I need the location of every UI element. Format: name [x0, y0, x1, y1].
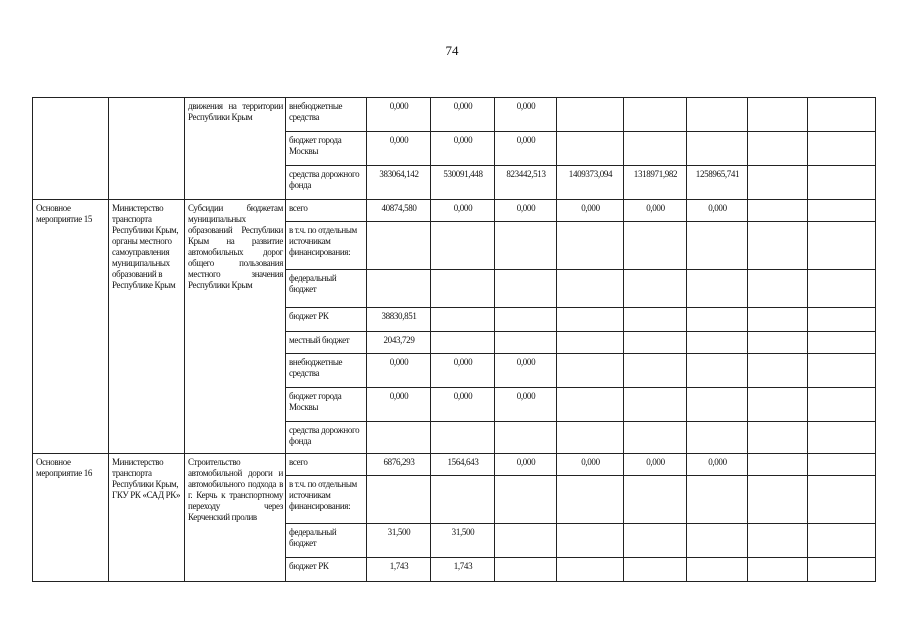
- funding-source-cell: средства дорожного фонда: [286, 422, 367, 454]
- amount-cell: 1318971,982: [624, 166, 687, 200]
- description-cell: движения на территории Республики Крым: [185, 98, 286, 200]
- amount-cell: 6876,293: [367, 454, 431, 476]
- amount-cell: [624, 476, 687, 524]
- amount-cell: [808, 354, 876, 388]
- amount-cell: [624, 388, 687, 422]
- amount-cell: [495, 270, 557, 308]
- amount-cell: [557, 332, 624, 354]
- amount-cell: 0,000: [624, 454, 687, 476]
- amount-cell: [748, 200, 808, 222]
- table-row: [33, 98, 876, 132]
- amount-cell: [687, 98, 748, 132]
- funding-source-cell: бюджет РК: [286, 308, 367, 332]
- amount-cell: 383064,142: [367, 166, 431, 200]
- amount-cell: [624, 98, 687, 132]
- amount-cell: 0,000: [367, 98, 431, 132]
- amount-cell: [748, 422, 808, 454]
- executor-cell: Министерство транспорта Республики Крым, органы местного самоуправления муниципальных образований в Республике Крым: [109, 200, 185, 454]
- amount-cell: 0,000: [495, 454, 557, 476]
- amount-cell: [687, 308, 748, 332]
- amount-cell: [748, 524, 808, 558]
- amount-cell: [808, 388, 876, 422]
- amount-cell: [808, 166, 876, 200]
- funding-source-cell: всего: [286, 454, 367, 476]
- amount-cell: [687, 558, 748, 582]
- amount-cell: [687, 476, 748, 524]
- amount-cell: [557, 222, 624, 270]
- funding-source-cell: внебюджетные средства: [286, 98, 367, 132]
- amount-cell: [431, 332, 495, 354]
- amount-cell: [624, 524, 687, 558]
- amount-cell: 0,000: [431, 354, 495, 388]
- amount-cell: [557, 98, 624, 132]
- amount-cell: [431, 476, 495, 524]
- amount-cell: [495, 332, 557, 354]
- amount-cell: 31,500: [367, 524, 431, 558]
- amount-cell: [557, 558, 624, 582]
- funding-source-cell: федеральный бюджет: [286, 524, 367, 558]
- amount-cell: 1,743: [367, 558, 431, 582]
- executor-cell: Министерство транспорта Республики Крым, ГКУ РК «САД РК»: [109, 454, 185, 582]
- table-row: [33, 200, 876, 222]
- amount-cell: 1564,643: [431, 454, 495, 476]
- amount-cell: [431, 270, 495, 308]
- amount-cell: [808, 558, 876, 582]
- amount-cell: [367, 476, 431, 524]
- amount-cell: [624, 270, 687, 308]
- amount-cell: [431, 422, 495, 454]
- amount-cell: [687, 388, 748, 422]
- funding-source-cell: внебюджетные средства: [286, 354, 367, 388]
- amount-cell: [495, 308, 557, 332]
- funding-source-cell: бюджет РК: [286, 558, 367, 582]
- amount-cell: [624, 558, 687, 582]
- amount-cell: [748, 354, 808, 388]
- page-number: 74: [445, 43, 459, 58]
- amount-cell: [808, 98, 876, 132]
- amount-cell: [687, 422, 748, 454]
- amount-cell: [748, 476, 808, 524]
- amount-cell: [748, 98, 808, 132]
- amount-cell: [808, 132, 876, 166]
- amount-cell: [687, 270, 748, 308]
- amount-cell: [808, 422, 876, 454]
- amount-cell: [431, 308, 495, 332]
- amount-cell: [748, 454, 808, 476]
- amount-cell: [367, 222, 431, 270]
- amount-cell: [624, 308, 687, 332]
- funding-source-cell: в т.ч. по отдельным источникам финансирования:: [286, 476, 367, 524]
- amount-cell: [495, 222, 557, 270]
- amount-cell: [808, 270, 876, 308]
- amount-cell: [367, 422, 431, 454]
- amount-cell: 0,000: [495, 132, 557, 166]
- amount-cell: 0,000: [495, 200, 557, 222]
- event-name-cell: Основное мероприятие 16: [33, 454, 109, 582]
- amount-cell: 823442,513: [495, 166, 557, 200]
- amount-cell: 0,000: [687, 200, 748, 222]
- amount-cell: [495, 524, 557, 558]
- executor-cell: [109, 98, 185, 200]
- amount-cell: [748, 132, 808, 166]
- amount-cell: 0,000: [367, 354, 431, 388]
- description-cell: Строительство автомобильной дороги и автомобильного подхода в г. Керчь к транспортному переходу через Керченский пролив: [185, 454, 286, 582]
- amount-cell: [748, 558, 808, 582]
- funding-source-cell: бюджет города Москвы: [286, 132, 367, 166]
- amount-cell: [808, 200, 876, 222]
- amount-cell: 0,000: [557, 454, 624, 476]
- amount-cell: [557, 308, 624, 332]
- amount-cell: [431, 222, 495, 270]
- funding-source-cell: в т.ч. по отдельным источникам финансирования:: [286, 222, 367, 270]
- amount-cell: 0,000: [687, 454, 748, 476]
- amount-cell: [748, 166, 808, 200]
- amount-cell: 0,000: [431, 98, 495, 132]
- amount-cell: [808, 222, 876, 270]
- budget-table: [32, 97, 876, 582]
- amount-cell: [748, 332, 808, 354]
- amount-cell: 0,000: [495, 354, 557, 388]
- amount-cell: [624, 422, 687, 454]
- amount-cell: 0,000: [495, 388, 557, 422]
- amount-cell: 0,000: [367, 388, 431, 422]
- amount-cell: [495, 476, 557, 524]
- amount-cell: 0,000: [431, 132, 495, 166]
- amount-cell: [748, 270, 808, 308]
- funding-source-cell: местный бюджет: [286, 332, 367, 354]
- amount-cell: [687, 354, 748, 388]
- amount-cell: [808, 524, 876, 558]
- amount-cell: 0,000: [495, 98, 557, 132]
- amount-cell: 1258965,741: [687, 166, 748, 200]
- amount-cell: [624, 354, 687, 388]
- amount-cell: [687, 222, 748, 270]
- amount-cell: [808, 476, 876, 524]
- amount-cell: [495, 422, 557, 454]
- amount-cell: [367, 270, 431, 308]
- amount-cell: [557, 270, 624, 308]
- amount-cell: 0,000: [624, 200, 687, 222]
- amount-cell: [557, 132, 624, 166]
- funding-source-cell: всего: [286, 200, 367, 222]
- amount-cell: [748, 308, 808, 332]
- amount-cell: [687, 332, 748, 354]
- event-name-cell: [33, 98, 109, 200]
- amount-cell: 2043,729: [367, 332, 431, 354]
- amount-cell: [557, 524, 624, 558]
- amount-cell: [808, 454, 876, 476]
- amount-cell: 0,000: [557, 200, 624, 222]
- amount-cell: [624, 222, 687, 270]
- amount-cell: [557, 388, 624, 422]
- funding-source-cell: бюджет города Москвы: [286, 388, 367, 422]
- event-name-cell: Основное мероприятие 15: [33, 200, 109, 454]
- amount-cell: [495, 558, 557, 582]
- amount-cell: 530091,448: [431, 166, 495, 200]
- amount-cell: [687, 132, 748, 166]
- amount-cell: [557, 476, 624, 524]
- amount-cell: 1,743: [431, 558, 495, 582]
- amount-cell: 1409373,094: [557, 166, 624, 200]
- amount-cell: 31,500: [431, 524, 495, 558]
- amount-cell: [557, 354, 624, 388]
- amount-cell: [624, 332, 687, 354]
- description-cell: Субсидии бюджетам муниципальных образований Республики Крым на развитие автомобильных дорог общего пользования местного значения Республики Крым: [185, 200, 286, 454]
- amount-cell: 38830,851: [367, 308, 431, 332]
- table-row: [33, 454, 876, 476]
- funding-source-cell: средства дорожного фонда: [286, 166, 367, 200]
- amount-cell: 40874,580: [367, 200, 431, 222]
- amount-cell: [748, 388, 808, 422]
- amount-cell: [557, 422, 624, 454]
- amount-cell: [748, 222, 808, 270]
- amount-cell: [808, 308, 876, 332]
- amount-cell: 0,000: [367, 132, 431, 166]
- amount-cell: 0,000: [431, 200, 495, 222]
- amount-cell: [624, 132, 687, 166]
- funding-source-cell: федеральный бюджет: [286, 270, 367, 308]
- amount-cell: [808, 332, 876, 354]
- amount-cell: 0,000: [431, 388, 495, 422]
- amount-cell: [687, 524, 748, 558]
